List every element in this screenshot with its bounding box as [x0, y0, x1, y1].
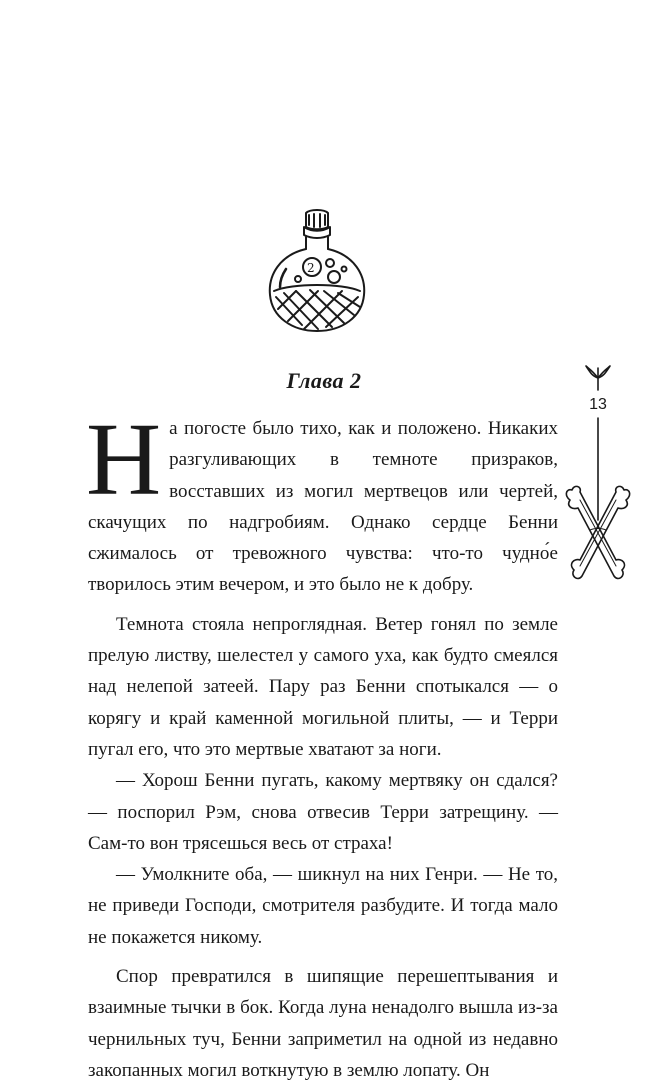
chapter-title: Глава 2 [286, 368, 362, 393]
paragraph-2: Темнота стояла непроглядная. Ветер гонял по земле прелую листву, шелестел у самого уха, как будто смеялся над нелепой затеей. Пару раз Бенни спотыкался — о корягу и край каменной могильной плиты, — и Терри пугал его, что это мертвые хватают за ноги. [88, 613, 558, 760]
drop-cap: Н [86, 402, 162, 517]
chapter-body [86, 402, 558, 1086]
paragraph-1 [86, 402, 558, 601]
page-number: 13 [589, 396, 607, 413]
paragraph-5: Спор превратился в шипящие перешептывания и взаимные тычки в бок. Когда луна ненадолго вышла из-за чернильных туч, Бенни заприметил на одной из недавно закопанных могил воткнутую в землю лопату. Он [88, 966, 558, 1081]
paragraph-4: — Умолкните оба, — шикнул на них Генри. — Не то, не приведи Господи, смотрителя разбудите. И тогда мало не покажется никому. [88, 864, 558, 948]
svg-text:2: 2 [307, 261, 315, 275]
paragraph-1-text: а погосте было тихо, как и положено. Никаких разгуливающих в темноте призраков, восставших из могил мертвецов или чертей, скачущих по надгробиям. Однако сердце Бенни сжималось от тревожного чувства: что-то чудно́е творилось этим вечером, и это было не к добру. [88, 418, 558, 596]
potion-bottle-icon [262, 205, 372, 335]
paragraph-3: — Хорош Бенни пугать, какому мертвяку он сдался? — поспорил Рэм, снова отвесив Терри затрещину. — Сам-то вон трясешься весь от страха! [88, 770, 558, 854]
